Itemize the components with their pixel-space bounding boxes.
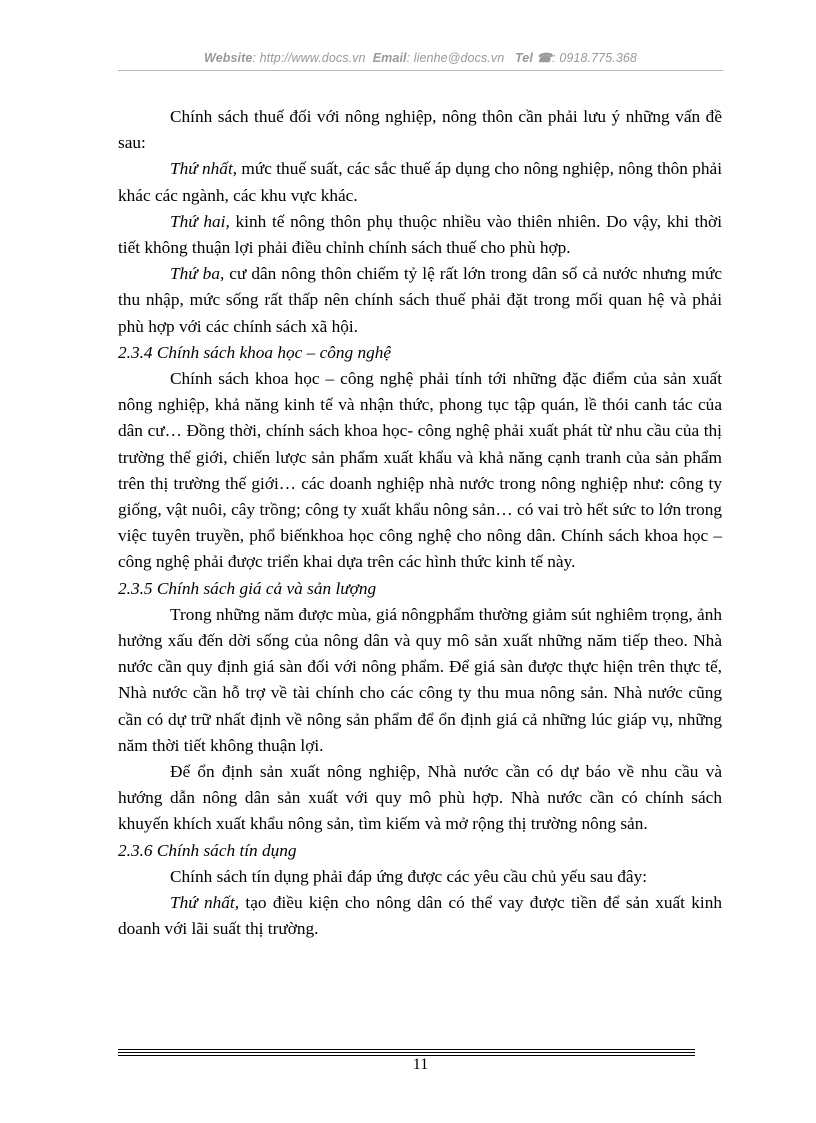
paragraph-science-policy: Chính sách khoa học – công nghệ phải tính tới những đặc điểm của sản xuất nông nghiệp, khả năng kinh tế và nhận thức, phong tục tập quán, lề thói canh tác của dân cư… Đồng thời, chính sách khoa học- công nghệ phải xuất phát từ nhu cầu của thị trường thế giới, chiến lược sản phẩm xuất khẩu và khả năng cạnh tranh của sản phẩm trên thị trường thế giới… các doanh nghiệp nhà nước trong nông nghiệp như: công ty giống, vật nuôi, cây trồng; công ty xuất khẩu nông sản… có vai trò hết sức to lớn trong việc tuyên truyền, phổ biếnkhoa học công nghệ cho nông dân. Chính sách khoa học – công nghệ phải được triển khai dựa trên các hình thức kinh tế này. <box>118 369 722 572</box>
footer-divider-top <box>118 1049 695 1050</box>
section-heading-2-3-5: 2.3.5 Chính sách giá cả và sản lượng <box>118 578 377 598</box>
text-credit-first: tạo điều kiện cho nông dân có thể vay được tiền để sản xuất kinh doanh với lãi suất thị trường. <box>118 893 722 939</box>
website-label: Website <box>204 51 253 65</box>
tel-value: : 0918.775.368 <box>552 51 637 65</box>
lead-second: Thứ hai, <box>170 211 230 231</box>
paragraph-tax-intro: Chính sách thuế đối với nông nghiệp, nông thôn cần phải lưu ý những vấn đề sau: <box>118 107 722 153</box>
section-heading-2-3-6: 2.3.6 Chính sách tín dụng <box>118 840 297 860</box>
phone-icon: ☎ <box>536 51 553 65</box>
header-divider <box>118 70 723 71</box>
paragraph-credit-intro: Chính sách tín dụng phải đáp ứng được các yêu cầu chủ yếu sau đây: <box>170 866 648 886</box>
footer-divider-middle <box>118 1052 695 1053</box>
text-first: mức thuế suất, các sắc thuế áp dụng cho nông nghiệp, nông thôn phải khác các ngành, các khu vực khác. <box>118 159 722 205</box>
paragraph-credit-first <box>118 890 722 942</box>
lead-first: Thứ nhất, <box>170 159 238 179</box>
document-body <box>118 104 722 943</box>
text-second: kinh tế nông thôn phụ thuộc nhiều vào thiên nhiên. Do vậy, khi thời tiết không thuận lợi phải điều chỉnh chính sách thuế cho phù hợp. <box>118 211 722 258</box>
paragraph-price-policy: Trong những năm được mùa, giá nôngphẩm thường giảm sút nghiêm trọng, ảnh hưởng xấu đến dời sống của nông dân và quy mô sản xuất những năm tiếp theo. Nhà nước cần quy định giá sàn đối với nông phẩm. Để giá sàn được thực hiện trên thực tế, Nhà nước cần hỗ trợ về tài chính cho các công ty thu mua nông sản. Nhà nước cũng cần có dự trữ nhất định về nông sản phẩm để ổn định giá cả những lúc giáp vụ, những năm thời tiết không thuận lợi. <box>118 604 722 755</box>
email-value: : lienhe@docs.vn <box>406 51 505 65</box>
paragraph-tax-first <box>118 156 722 208</box>
paragraph-tax-second <box>118 209 722 261</box>
tel-label: Tel <box>515 51 533 65</box>
paragraph-tax-third <box>118 261 722 340</box>
website-value: : http://www.docs.vn <box>252 51 366 65</box>
page-header <box>118 50 723 65</box>
lead-credit-first: Thứ nhất, <box>170 893 240 913</box>
email-label: Email <box>372 51 407 65</box>
section-heading-2-3-4: 2.3.4 Chính sách khoa học – công nghệ <box>118 342 392 362</box>
text-third: cư dân nông thôn chiếm tỷ lệ rất lớn trong dân số cả nước nhưng mức thu nhập, mức sống rất thấp nên chính sách thuế phải đặt trong mối quan hệ và phải phù hợp với các chính sách xã hội. <box>118 264 722 336</box>
page-number: 11 <box>412 1056 429 1073</box>
paragraph-price-stability: Để ổn định sản xuất nông nghiệp, Nhà nước cần có dự báo về nhu cầu và hướng dẫn nông dân sản xuất với quy mô phù hợp. Nhà nước cần có chính sách khuyến khích xuất khẩu nông sản, tìm kiếm và mở rộng thị trường nông sản. <box>118 762 722 834</box>
lead-third: Thứ ba, <box>170 264 225 284</box>
